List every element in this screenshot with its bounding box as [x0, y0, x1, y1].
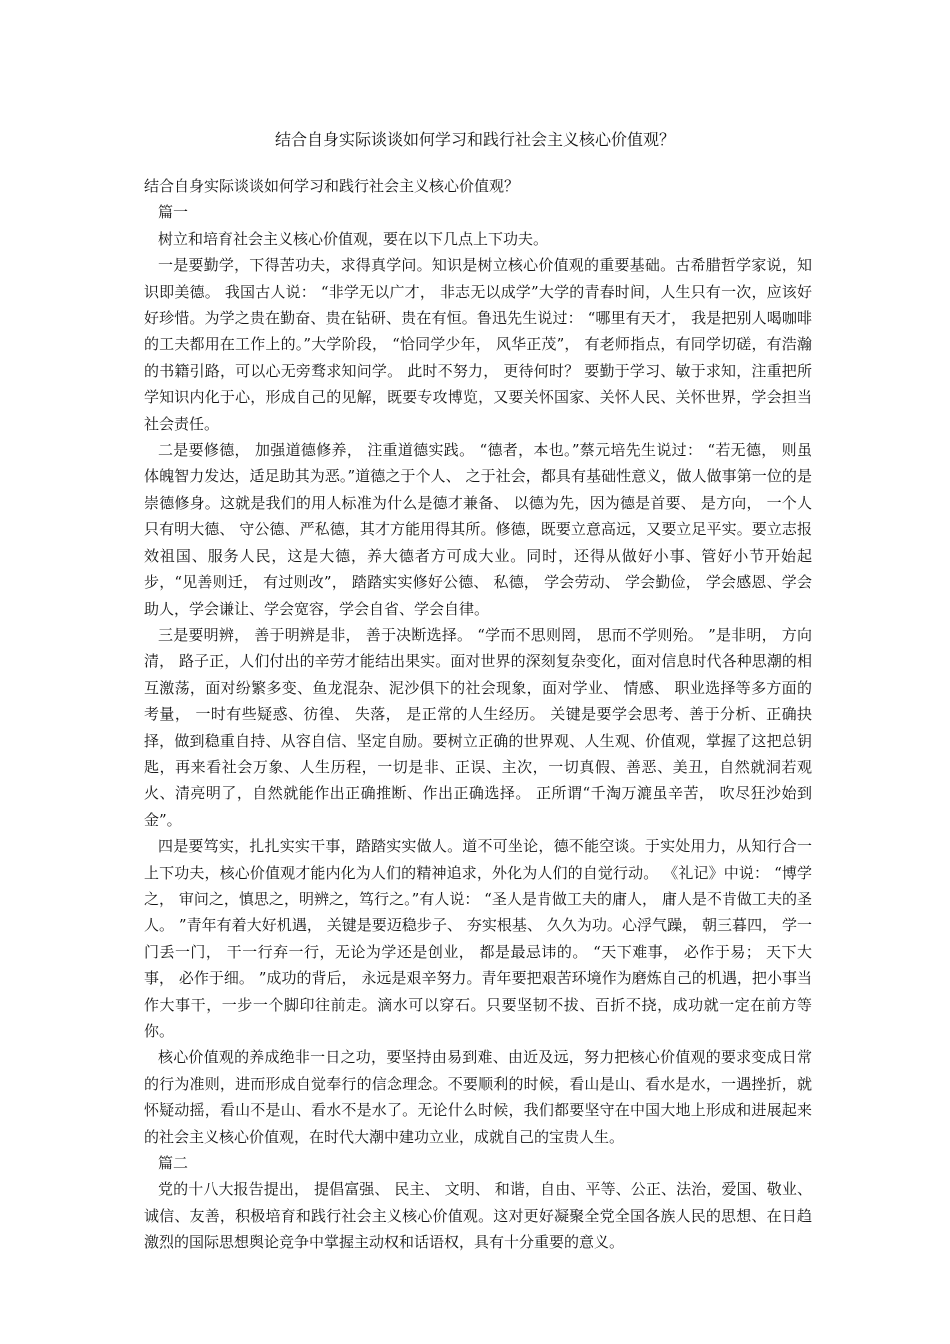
paragraph-discernment: 三是要明辨， 善于明辨是非， 善于决断选择。 “学而不思则罔， 思而不学则殆。 ”是非明， 方向清， 路子正，人们付出的辛劳才能结出果实。面对世界的深刻复杂变化，面对信息时代各种思潮的相互激荡，面对纷繁多变、鱼龙混杂、泥沙俱下的社会现象，面对学业、 情感、 职业选择等多方面的考量， 一时有些疑惑、彷徨、 失落， 是正常的人生经历。 关键是要学会思考、善于分析、正确抉择，做到稳重自持、从容自信、坚定自励。要树立正确的世界观、人生观、价值观，掌握了这把总钥匙，再来看社会万象、人生历程，一切是非、正误、主次，一切真假、善恶、美丑，自然就洞若观火、清亮明了，自然就能作出正确推断、作出正确选择。 正所谓“千淘万漉虽辛苦， 吹尽狂沙始到金”。 — [144, 625, 812, 829]
document-subtitle: 结合自身实际谈谈如何学习和践行社会主义核心价值观？ — [144, 177, 520, 195]
section-two-label: 篇二 — [158, 1154, 189, 1173]
paragraph-diligent-study: 一是要勤学，下得苦功夫，求得真学问。知识是树立核心价值观的重要基础。古希腊哲学家说，知识即美德。 我国古人说： “非学无以广才， 非志无以成学”大学的青春时间，人生只有一次，应该好好珍惜。为学之贵在勤奋、贵在钻研、贵在有恒。鲁迅先生说过： “哪里有天才， 我是把别人喝咖啡的工夫都用在工作上的。”大学阶段， “恰同学少年， 风华正茂”， 有老师指点，有同学切磋，有浩瀚的书籍引路，可以心无旁骛求知问学。 此时不努力， 更待何时？ 要勤于学习、敏于求知，注重把所学知识内化于心，形成自己的见解，既要专攻博览，又要关怀国家、关怀人民、关怀世界，学会担当社会责任。 — [144, 256, 812, 433]
document-title: 结合自身实际谈谈如何学习和践行社会主义核心价值观？ — [274, 130, 675, 149]
paragraph-cultivate-virtue: 二是要修德， 加强道德修养， 注重道德实践。 “德者，本也。”蔡元培先生说过： “若无德， 则虽体魄智力发达，适足助其为恶。”道德之于个人、 之于社会，都具有基础性意义，做人做事第一位的是崇德修身。这就是我们的用人标准为什么是德才兼备、 以德为先，因为德是首要、 是方向， 一个人只有明大德、 守公德、严私德，其才方能用得其所。修德，既要立意高远，又要立足平实。要立志报效祖国、服务人民，这是大德，养大德者方可成大业。同时，还得从做好小事、管好小节开始起步，“见善则迁， 有过则改”， 踏踏实实修好公德、 私德， 学会劳动、 学会勤俭， 学会感恩、学会助人，学会谦让、学会宽容，学会自省、学会自律。 — [144, 441, 812, 618]
paragraph-practice: 四是要笃实，扎扎实实干事，踏踏实实做人。道不可坐论，德不能空谈。于实处用力，从知行合一上下功夫，核心价值观才能内化为人们的精神追求，外化为人们的自觉行动。 《礼记》中说： “博学之， 审问之，慎思之，明辨之，笃行之。”有人说： “圣人是肯做工夫的庸人， 庸人是不肯做工夫的圣人。 ”青年有着大好机遇， 关键是要迈稳步子、 夯实根基、 久久为功。心浮气躁， 朝三暮四， 学一门丢一门， 干一行弃一行，无论为学还是创业， 都是最忌讳的。 “天下难事， 必作于易； 天下大事， 必作于细。 ”成功的背后， 永远是艰辛努力。青年要把艰苦环境作为磨炼自己的机遇，把小事当作大事干，一步一个脚印往前走。滴水可以穿石。只要坚韧不拔、百折不挠，成功就一定在前方等你。 — [144, 837, 812, 1040]
section-one-label: 篇一 — [158, 203, 189, 222]
paragraph-intro: 树立和培育社会主义核心价值观，要在以下几点上下功夫。 — [158, 229, 549, 248]
document-body — [144, 173, 812, 1256]
paragraph-conclusion: 核心价值观的养成绝非一日之功，要坚持由易到难、由近及远，努力把核心价值观的要求变成日常的行为准则，进而形成自觉奉行的信念理念。不要顺利的时候，看山是山、看水是水，一遇挫折，就怀疑动摇，看山不是山、看水不是水了。无论什么时候，我们都要坚守在中国大地上形成和进展起来的社会主义核心价值观，在时代大潮中建功立业，成就自己的宝贵人生。 — [144, 1048, 812, 1146]
paragraph-eighteenth-congress: 党的十八大报告提出， 提倡富强、 民主、 文明、 和谐，自由、平等、公正、法治，爱国、敬业、诚信、友善，积极培育和践行社会主义核心价值观。这对更好凝聚全党全国各族人民的思想、在日趋激烈的国际思想舆论竞争中掌握主动权和话语权，具有十分重要的意义。 — [144, 1180, 812, 1252]
